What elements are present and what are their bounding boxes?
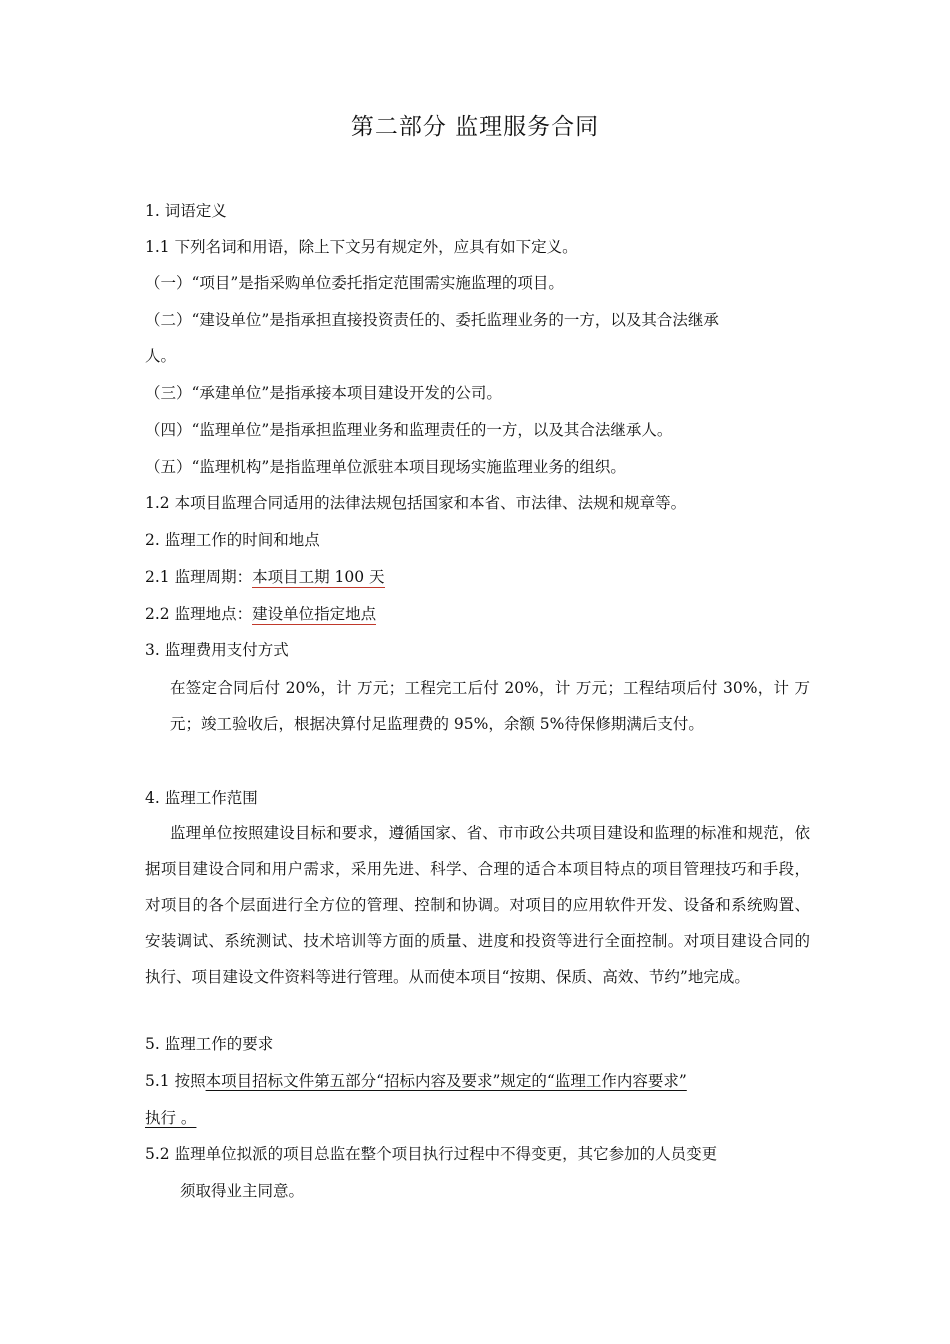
definition-2-line-1: （二）“建设单位”是指承担直接投资责任的、委托监理业务的一方，以及其合法继承 bbox=[145, 311, 719, 329]
document-title: 第二部分 监理服务合同 bbox=[350, 114, 600, 140]
clause-2-1 bbox=[145, 565, 815, 589]
clause-2-2-value: 建设单位指定地点 bbox=[252, 605, 377, 623]
section-5-heading: 5. 监理工作的要求 bbox=[145, 1035, 274, 1053]
section-4-heading: 4. 监理工作范围 bbox=[145, 789, 258, 807]
clause-5-1-prefix: 5.1 按照 bbox=[145, 1072, 206, 1090]
clause-2-2-label: 2.2 监理地点： bbox=[145, 605, 253, 623]
section-4-body: 监理单位按照建设目标和要求，遵循国家、省、市市政公共项目建设和监理的标准和规范，依据项目建设合同和用户需求，采用先进、科学、合理的适合本项目特点的项目管理技巧和手段，对项目的各个层面进行全方位的管理、控制和协调。对项目的应用软件开发、设备和系统购置、安装调试、系统测试、技术培训等方面的质量、进度和投资等进行全面控制。对项目建设合同的执行、项目建设文件资料等进行管理。从而使本项目“按期、保质、高效、节约”地完成。 bbox=[145, 824, 810, 986]
clause-2-1-label: 2.1 监理周期： bbox=[145, 568, 253, 586]
clause-1-1: 1.1 下列名词和用语，除上下文另有规定外，应具有如下定义。 bbox=[145, 238, 578, 256]
section-3-body: 在签定合同后付 20%，计 万元；工程完工后付 20%，计 万元；工程结项后付 30%，计 万元；竣工验收后，根据决算付足监理费的 95%，余额 5%待保修期满后支付。 bbox=[170, 679, 810, 733]
section-1-heading: 1. 词语定义 bbox=[145, 202, 227, 220]
clause-5-2-line-1: 5.2 监理单位拟派的项目总监在整个项目执行过程中不得变更，其它参加的人员变更 bbox=[145, 1145, 718, 1163]
section-2-heading: 2. 监理工作的时间和地点 bbox=[145, 531, 320, 549]
clause-5-2-line-2: 须取得业主同意。 bbox=[180, 1182, 305, 1200]
definition-2-line-2: 人。 bbox=[145, 347, 177, 365]
clause-2-1-value: 本项目工期 100 天 bbox=[252, 568, 385, 586]
clause-5-1-underlined-b: 执行 。 bbox=[145, 1109, 197, 1127]
clause-2-2 bbox=[145, 602, 815, 626]
section-3-heading: 3. 监理费用支付方式 bbox=[145, 641, 289, 659]
definition-1: （一）“项目”是指采购单位委托指定范围需实施监理的项目。 bbox=[145, 274, 564, 292]
definition-4: （四）“监理单位”是指承担监理业务和监理责任的一方，以及其合法继承人。 bbox=[145, 421, 673, 439]
definition-3: （三）“承建单位”是指承接本项目建设开发的公司。 bbox=[145, 384, 502, 402]
definition-5: （五）“监理机构”是指监理单位派驻本项目现场实施监理业务的组织。 bbox=[145, 458, 626, 476]
clause-5-1-line-2 bbox=[145, 1106, 815, 1130]
clause-5-1-line-1 bbox=[145, 1069, 815, 1093]
clause-5-1-underlined-a: 本项目招标文件第五部分“招标内容及要求”规定的“监理工作内容要求” bbox=[205, 1072, 687, 1090]
clause-1-2: 1.2 本项目监理合同适用的法律法规包括国家和本省、市法律、法规和规章等。 bbox=[145, 494, 687, 512]
